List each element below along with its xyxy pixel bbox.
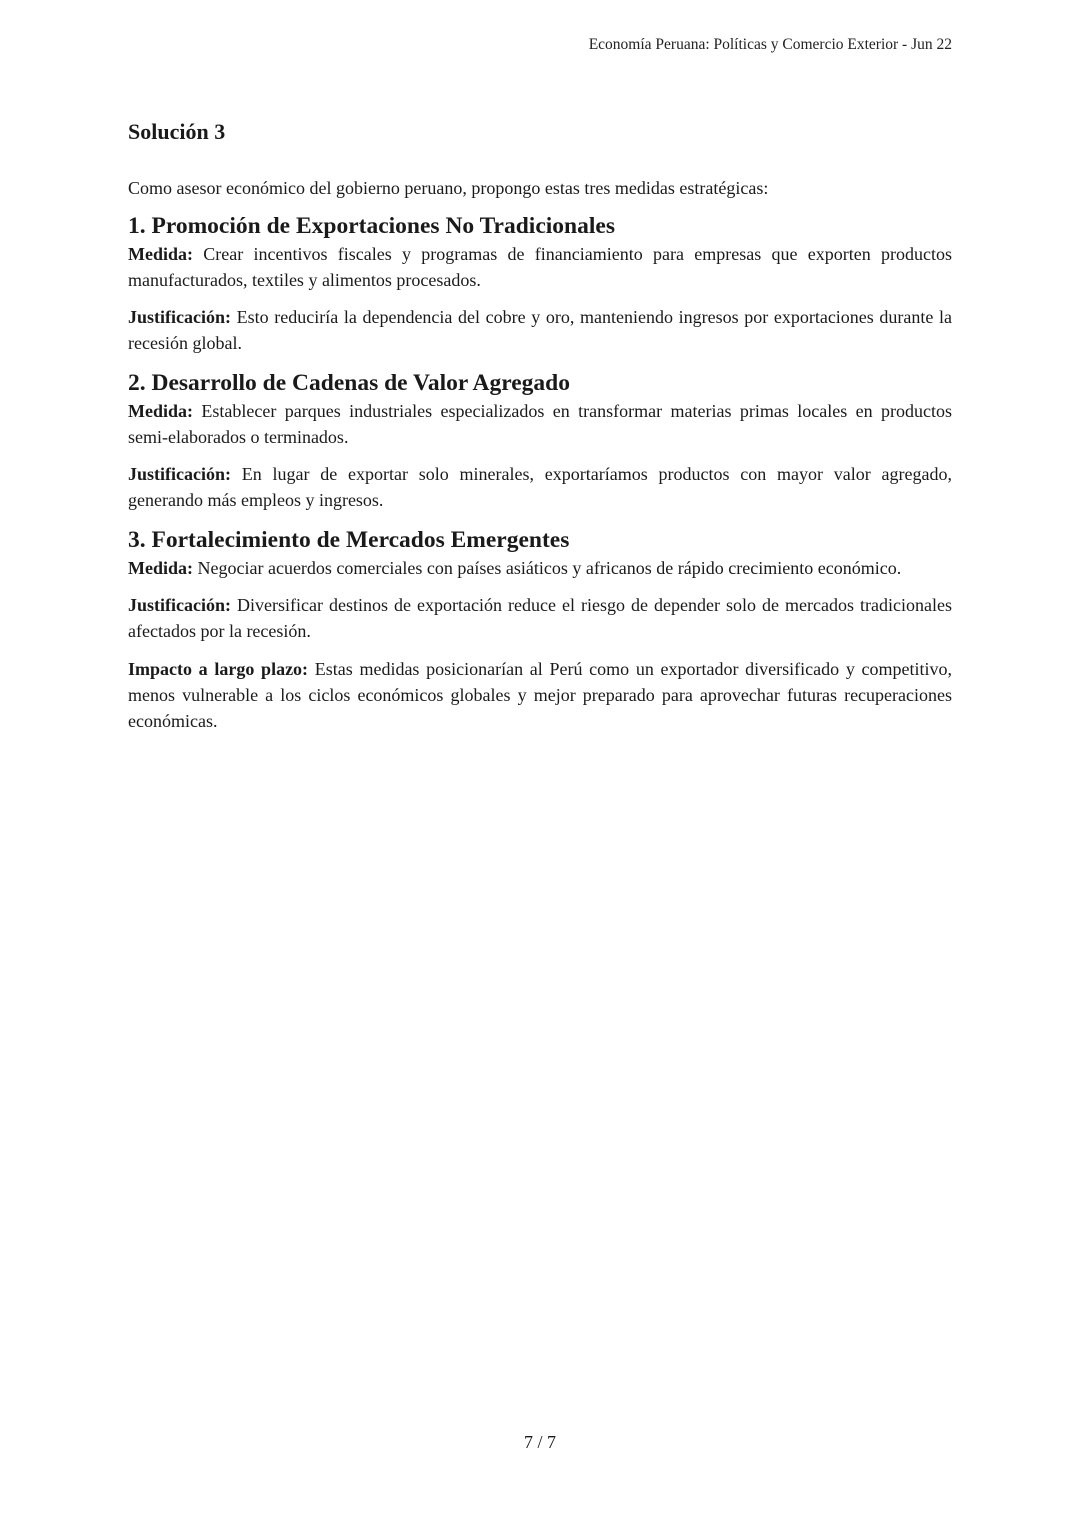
medida-text: Negociar acuerdos comerciales con países asiáticos y africanos de rápido crecimiento económico. [197, 557, 902, 578]
justificacion-paragraph [128, 461, 952, 513]
medida-paragraph [128, 555, 952, 581]
justificacion-text: Esto reduciría la dependencia del cobre y oro, manteniendo ingresos por exportaciones durante la recesión global. [128, 306, 953, 353]
solution-intro: Como asesor económico del gobierno peruano, propongo estas tres medidas estratégicas: [128, 177, 769, 198]
medida-text: Crear incentivos fiscales y programas de financiamiento para empresas que exporten productos manufacturados, textiles y alimentos procesados. [128, 243, 953, 290]
justificacion-text: En lugar de exportar solo minerales, exportaríamos productos con mayor valor agregado, generando más empleos y ingresos. [128, 463, 953, 510]
justificacion-label: Justificación: [128, 306, 231, 327]
justificacion-paragraph [128, 304, 952, 356]
measure-3 [128, 525, 952, 644]
impact-paragraph [128, 656, 952, 734]
medida-paragraph [128, 398, 952, 450]
medida-label: Medida: [128, 557, 193, 578]
solution-title: Solución 3 [128, 119, 226, 144]
measure-1 [128, 211, 952, 356]
measure-title: 1. Promoción de Exportaciones No Tradicionales [128, 212, 615, 239]
justificacion-paragraph [128, 592, 952, 644]
justificacion-text: Diversificar destinos de exportación reduce el riesgo de depender solo de mercados tradicionales afectados por la recesión. [128, 594, 953, 641]
running-header: Economía Peruana: Políticas y Comercio Exterior - Jun 22 [588, 36, 952, 53]
measure-2 [128, 368, 952, 513]
justificacion-label: Justificación: [128, 594, 231, 615]
impact-label: Impacto a largo plazo: [128, 658, 309, 679]
medida-text: Establecer parques industriales especializados en transformar materias primas locales en productos semi-elaborados o terminados. [128, 400, 952, 447]
measure-title: 3. Fortalecimiento de Mercados Emergentes [128, 526, 570, 553]
justificacion-label: Justificación: [128, 463, 231, 484]
impact-text: Estas medidas posicionarían al Perú como un exportador diversificado y competitivo, menos vulnerable a los ciclos económicos globales y mejor preparado para aprovechar futuras recuperaciones económicas. [128, 658, 953, 731]
page-number: 7 / 7 [523, 1432, 556, 1452]
solution-section [128, 118, 952, 734]
medida-paragraph [128, 241, 952, 293]
medida-label: Medida: [128, 243, 193, 264]
measure-title: 2. Desarrollo de Cadenas de Valor Agregado [128, 369, 570, 396]
medida-label: Medida: [128, 400, 193, 421]
